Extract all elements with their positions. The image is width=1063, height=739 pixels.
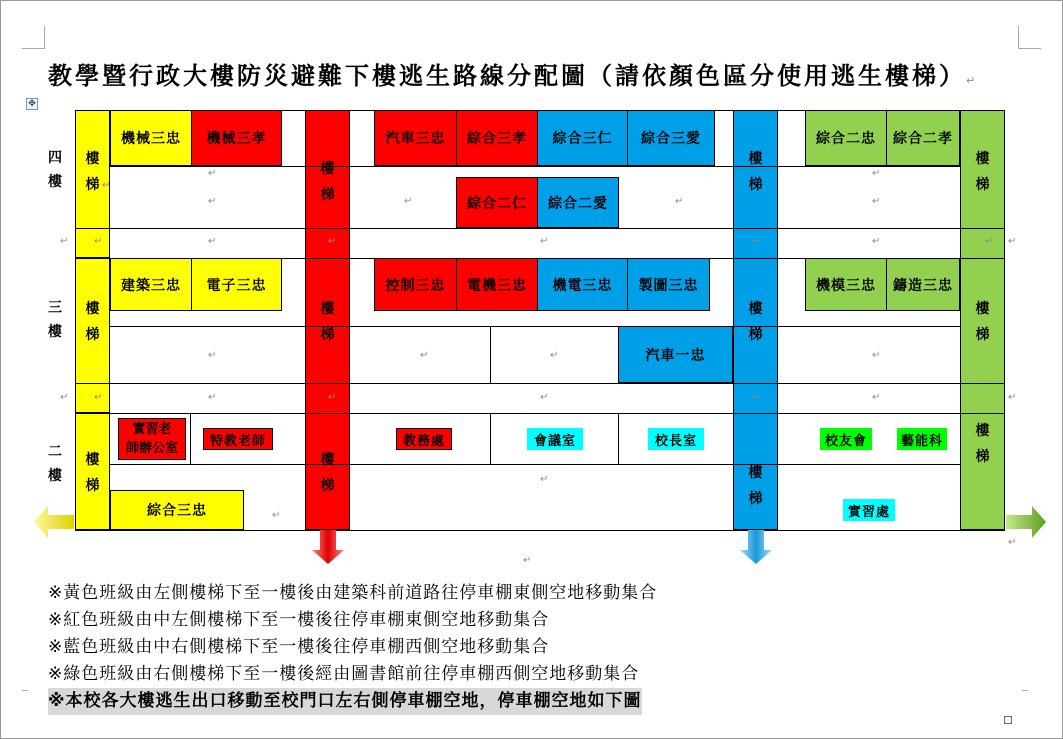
room-f3-g1: 機模三忠: [805, 258, 887, 311]
blue-down-arrow-icon: [738, 530, 774, 566]
stair-left-f3-label: 樓 梯: [85, 301, 100, 343]
room-f4-g2: 綜合二孝: [886, 110, 960, 166]
paragraph-mark: ↵: [523, 555, 532, 566]
floor-label-3f: 三樓: [48, 300, 62, 340]
f2-divider-v2: [618, 413, 619, 464]
paragraph-mark: ↵: [328, 392, 337, 403]
paragraph-mark: ↵: [985, 236, 994, 247]
note-red: ※紅色班級由中左側樓梯下至一樓後往停車棚東側空地移動集合: [48, 610, 550, 630]
paragraph-mark: ↵: [752, 236, 761, 247]
notes-section: [48, 580, 657, 715]
floor-label-4f: 四樓: [48, 150, 62, 190]
paragraph-mark: ↵: [675, 196, 684, 207]
left-exit-arrow-icon: [34, 504, 74, 540]
paragraph-mark: ↵: [60, 392, 69, 403]
room-f4-g1: 綜合二忠: [805, 110, 887, 166]
paragraph-mark: ↵: [328, 236, 337, 247]
stair-left-corridor-cell-1: [75, 228, 110, 258]
note-blue: ※藍色班級由中右側樓梯下至一樓後往停車棚西側空地移動集合: [48, 637, 550, 657]
f3-divider-v1: [490, 326, 491, 383]
stair-red-f2-label: 樓 梯: [320, 452, 335, 494]
room-f3-y2: 電子三忠: [191, 258, 282, 311]
room-f4-y1: 機械三忠: [110, 110, 192, 166]
room-f4-b3: 綜合二愛: [537, 177, 619, 228]
room-f3-b2: 製圖三忠: [627, 258, 710, 311]
paragraph-mark: ↵: [404, 196, 413, 207]
floor-label-2f: 二樓: [48, 444, 62, 484]
room-f2-c3: 實習處: [843, 499, 895, 521]
page-title: [48, 58, 1038, 94]
room-f4-r1: 機械三孝: [191, 110, 282, 166]
paragraph-mark: ↵: [1008, 236, 1017, 247]
f2-top-border: [75, 413, 1005, 414]
stair-green-f4-label: 樓 梯: [975, 151, 990, 193]
margin-mark-left: [22, 690, 28, 691]
right-exit-arrow-icon: [1006, 504, 1046, 540]
room-f3-b1: 機電三忠: [537, 258, 628, 311]
paragraph-mark: ↵: [752, 392, 761, 403]
crop-mark-top-right: [1018, 26, 1041, 49]
room-f4-r2: 汽車三忠: [374, 110, 457, 166]
room-f4-r4: 綜合二仁: [456, 177, 538, 228]
stair-left-f2-label: 樓 梯: [85, 452, 100, 494]
stair-blue-f4-label: 樓 梯: [748, 151, 763, 193]
room-f2-c2: 校長室: [648, 428, 704, 450]
f3-mid-divider: [110, 326, 960, 327]
title-text: 教學暨行政大樓防災避難下樓逃生路線分配圖（請依顏色區分使用逃生樓梯）: [48, 62, 966, 90]
room-f3-r2: 電機三忠: [456, 258, 538, 311]
stair-green-f3-label: 樓 梯: [975, 301, 990, 343]
paragraph-mark: ↵: [272, 510, 281, 521]
margin-mark-right: [1022, 690, 1028, 691]
paragraph-mark: ↵: [966, 74, 979, 87]
room-f2-r3: 教務處: [396, 428, 452, 450]
room-f4-b2: 綜合三愛: [627, 110, 715, 166]
stair-left-f4-label: 樓 梯: [85, 151, 100, 193]
note-yellow: ※黃色班級由左側樓梯下至一樓後由建築科前道路往停車棚東側空地移動集合: [48, 583, 658, 603]
paragraph-mark: ↵: [420, 350, 429, 361]
paragraph-mark: ↵: [872, 236, 881, 247]
table-move-handle-icon[interactable]: ✥: [26, 98, 38, 110]
room-f2-gg1: 校友會: [820, 428, 872, 450]
paragraph-mark: ↵: [540, 392, 549, 403]
paragraph-mark: ↵: [102, 180, 111, 191]
f3-bottom-border: [75, 383, 1005, 384]
stair-blue-f2-label: 樓 梯: [748, 465, 763, 507]
paragraph-mark: ↵: [872, 168, 881, 179]
room-f4-r3: 綜合三孝: [456, 110, 538, 166]
paragraph-mark: ↵: [60, 236, 69, 247]
plan-bottom-border: [75, 530, 1005, 531]
f4-bottom-border: [75, 228, 1005, 229]
f2-mid-divider: [110, 464, 960, 465]
room-f2-r1-line2: 師辦公室: [125, 441, 178, 456]
page-end-mark: [1004, 716, 1012, 724]
stair-left-corridor-cell-2: [75, 383, 110, 413]
paragraph-mark: ↵: [550, 350, 559, 361]
room-f2-r2: 特教老師: [203, 428, 273, 450]
paragraph-mark: ↵: [1008, 537, 1017, 548]
paragraph-mark: ↵: [540, 236, 549, 247]
red-down-arrow-icon: [310, 530, 346, 566]
stair-red-f4-label: 樓 梯: [320, 161, 335, 203]
stair-red-f3-label: 樓 梯: [320, 301, 335, 343]
room-f3-y1: 建築三忠: [110, 258, 192, 311]
room-f2-r1-line1: 實習老: [132, 422, 172, 437]
f2-divider-v1: [490, 413, 491, 464]
paragraph-mark: ↵: [94, 236, 103, 247]
crop-mark-top-left: [22, 26, 45, 49]
room-f4-b1: 綜合三仁: [537, 110, 628, 166]
paragraph-mark: ↵: [872, 392, 881, 403]
paragraph-mark: ↵: [540, 474, 549, 485]
paragraph-mark: ↵: [208, 196, 217, 207]
paragraph-mark: ↵: [208, 168, 217, 179]
paragraph-mark: ↵: [1008, 392, 1017, 403]
stair-blue-f3-label: 樓 梯: [748, 301, 763, 343]
note-green: ※綠色班級由右側樓梯下至一樓後經由圖書館前往停車棚西側空地移動集合: [48, 664, 640, 684]
paragraph-mark: ↵: [94, 392, 103, 403]
room-f2-r1: [118, 418, 186, 460]
room-f2-gg2: 藝能科: [897, 428, 947, 450]
f4-mid-divider: [110, 166, 960, 167]
paragraph-mark: ↵: [872, 196, 881, 207]
stair-green-f2-label: 樓 梯: [975, 423, 990, 465]
room-f3-r1: 控制三忠: [374, 258, 457, 311]
room-f2-y1: 綜合三忠: [110, 490, 244, 530]
paragraph-mark: ↵: [872, 350, 881, 361]
room-f2-c1: 會議室: [527, 428, 583, 450]
paragraph-mark: ↵: [208, 236, 217, 247]
f2-divider-v3: [190, 413, 191, 464]
room-f3-g2: 鑄造三忠: [886, 258, 960, 311]
room-f3-b3: 汽車一忠: [618, 326, 733, 383]
paragraph-mark: ↵: [208, 350, 217, 361]
paragraph-mark: ↵: [208, 392, 217, 403]
note-summary: ※本校各大樓逃生出口移動至校門口左右側停車棚空地，停車棚空地如下圖: [48, 688, 642, 715]
